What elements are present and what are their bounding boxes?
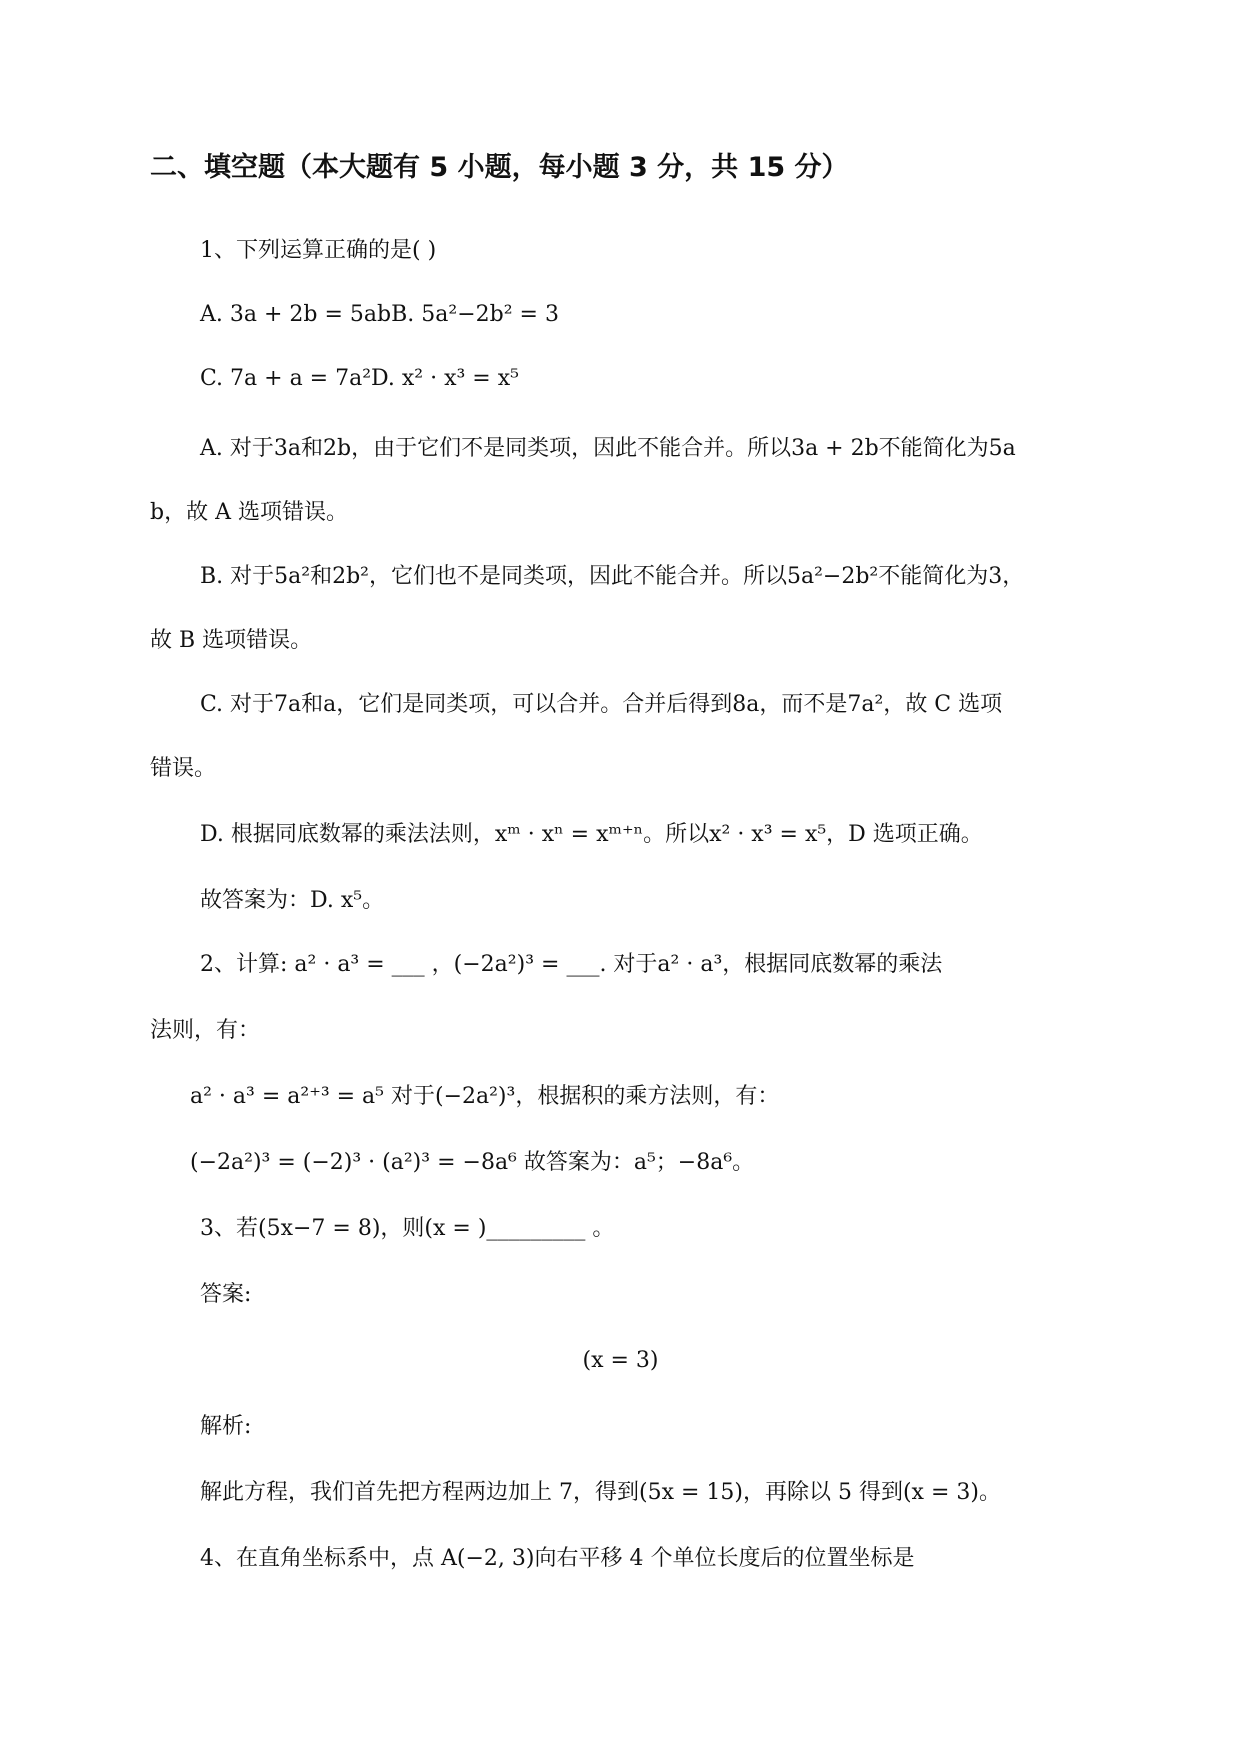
answer-3: (x = 3) — [582, 1348, 659, 1373]
question-4: 4、在直角坐标系中，点 A(−2, 3)向右平移 4 个单位长度后的位置坐标是 — [200, 1546, 915, 1571]
question-1: 1、下列运算正确的是( ) — [200, 238, 437, 263]
question-2-line4: (−2a²)³ = (−2)³ · (a²)³ = −8a⁶ 故答案为：a⁵；−8a⁶。 — [190, 1150, 755, 1175]
section-title: 二、填空题（本大题有 5 小题，每小题 3 分，共 15 分） — [150, 152, 849, 183]
explanation-c-line2: 错误。 — [150, 756, 217, 781]
question-2-line3: a² · a³ = a²⁺³ = a⁵ 对于(−2a²)³，根据积的乘方法则，有： — [190, 1084, 780, 1109]
analysis-3: 解此方程，我们首先把方程两边加上 7，得到(5x = 15)，再除以 5 得到(x = 3)。 — [200, 1480, 1001, 1505]
explanation-d: D. 根据同底数幂的乘法法则，xᵐ · xⁿ = xᵐ⁺ⁿ。所以x² · x³ = x⁵，D 选项正确。 — [200, 822, 983, 847]
analysis-label: 解析: — [200, 1414, 252, 1439]
answer-1: 故答案为：D. x⁵。 — [200, 888, 385, 913]
option-a-b: A. 3a + 2b = 5abB. 5a²−2b² = 3 — [200, 302, 559, 327]
answer-label: 答案: — [200, 1282, 252, 1307]
option-c-d: C. 7a + a = 7a²D. x² · x³ = x⁵ — [200, 366, 519, 391]
explanation-c-line1: C. 对于7a和a，它们是同类项，可以合并。合并后得到8a，而不是7a²，故 C 选项 — [200, 692, 1003, 717]
explanation-a-line1: A. 对于3a和2b，由于它们不是同类项，因此不能合并。所以3a + 2b不能简化为5a — [200, 436, 1016, 461]
question-3: 3、若(5x−7 = 8)，则(x = )_________ 。 — [200, 1216, 615, 1241]
explanation-b-line1: B. 对于5a²和2b²，它们也不是同类项，因此不能合并。所以5a²−2b²不能简化为3， — [200, 564, 1025, 589]
explanation-a-line2: b，故 A 选项错误。 — [150, 500, 348, 525]
explanation-b-line2: 故 B 选项错误。 — [150, 628, 313, 653]
question-2-line1: 2、计算: a² · a³ = ___ ，(−2a²)³ = ___. 对于a² · a³，根据同底数幂的乘法 — [200, 952, 943, 977]
question-2-line2: 法则，有： — [150, 1018, 261, 1043]
